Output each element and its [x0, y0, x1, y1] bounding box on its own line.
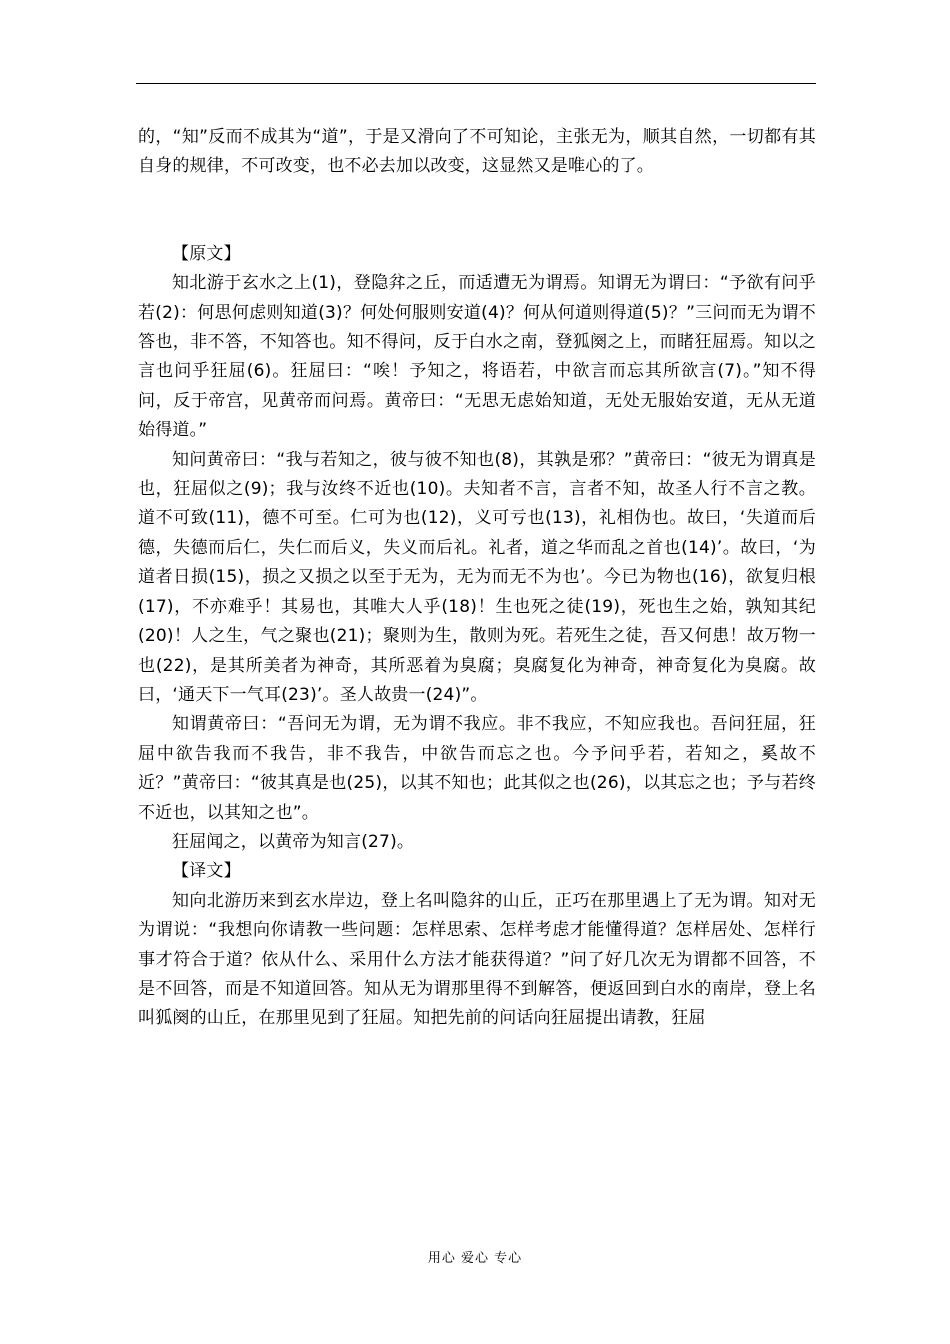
original-paragraph-3: 知谓黄帝曰：“吾问无为谓，无为谓不我应。非不我应，不知应我也。吾问狂屈，狂屈中欲告我而不我告，非不我告，中欲告而忘之也。今予问乎若，若知之，奚故不近？”黄帝曰：“彼其真是也(25)，以其不知也；此其似之也(26)，以其忘之也；予与若终不近也，以其知之也”。: [138, 714, 816, 823]
section-gap: [138, 182, 816, 240]
translation-heading: 【译文】: [172, 861, 241, 882]
paragraph-continued: 的，“知”反而不成其为“道”，于是又滑向了不可知论，主张无为，顺其自然，一切都有其自身的规律，不可改变，也不必去加以改变，这显然又是唯心的了。: [138, 127, 816, 177]
document-body: [138, 123, 816, 1034]
translation-paragraph-1: 知向北游历来到玄水岸边，登上名叫隐弅的山丘，正巧在那里遇上了无为谓。知对无为谓说：“我想向你请教一些问题：怎样思索、怎样考虑才能懂得道？怎样居处、怎样行事才符合于道？依从什么、采用什么方法才能获得道？”问了好几次无为谓都不回答，不是不回答，而是不知道回答。知从无为谓那里得不到解答，便返回到白水的南岸，登上名叫狐阕的山丘，在那里见到了狂屈。知把先前的问话向狂屈提出请教，狂屈: [138, 890, 816, 1029]
original-paragraph-4: 狂屈闻之，以黄帝为知言(27)。: [172, 831, 415, 852]
original-paragraph-2: 知问黄帝曰：“我与若知之，彼与彼不知也(8)，其孰是邪？”黄帝曰：“彼无为谓真是也，狂屈似之(9)；我与汝终不近也(10)。夫知者不言，言者不知，故圣人行不言之教。道不可致(11)，德不可至。仁可为也(12)，义可亏也(13)，礼相伪也。故曰，‘失道而后德，失德而后仁，失仁而后义，失义而后礼。礼者，道之华而乱之首也(14)’。故曰，‘为道者日损(15)，损之又损之以至于无为，无为而无不为也’。今已为物也(16)，欲复归根(17)，不亦难乎！其易也，其唯大人乎(18)！生也死之徒(19)，死也生之始，孰知其纪(20)！人之生，气之聚也(21)；聚则为生，散则为死。若死生之徒，吾又何患！故万物一也(22)，是其所美者为神奇，其所恶着为臭腐；臭腐复化为神奇，神奇复化为臭腐。故曰，‘通天下一气耳(23)’。圣人故贵一(24)”。: [138, 449, 816, 705]
original-heading: 【原文】: [172, 243, 241, 264]
header-rule: [136, 83, 816, 84]
page-footer: 用心 爱心 专心: [427, 1251, 523, 1266]
original-paragraph-1: 知北游于玄水之上(1)，登隐弅之丘，而适遭无为谓焉。知谓无为谓曰：“予欲有问乎若(2)：何思何虑则知道(3)？何处何服则安道(4)？何从何道则得道(5)？”三问而无为谓不答也，非不答，不知答也。知不得问，反于白水之南，登狐阕之上，而睹狂屈焉。知以之言也问乎狂屈(6)。狂屈曰：“唉！予知之，将语若，中欲言而忘其所欲言(7)。”知不得问，反于帝宫，见黄帝而问焉。黄帝曰：“无思无虑始知道，无处无服始安道，无从无道始得道。”: [138, 273, 816, 441]
